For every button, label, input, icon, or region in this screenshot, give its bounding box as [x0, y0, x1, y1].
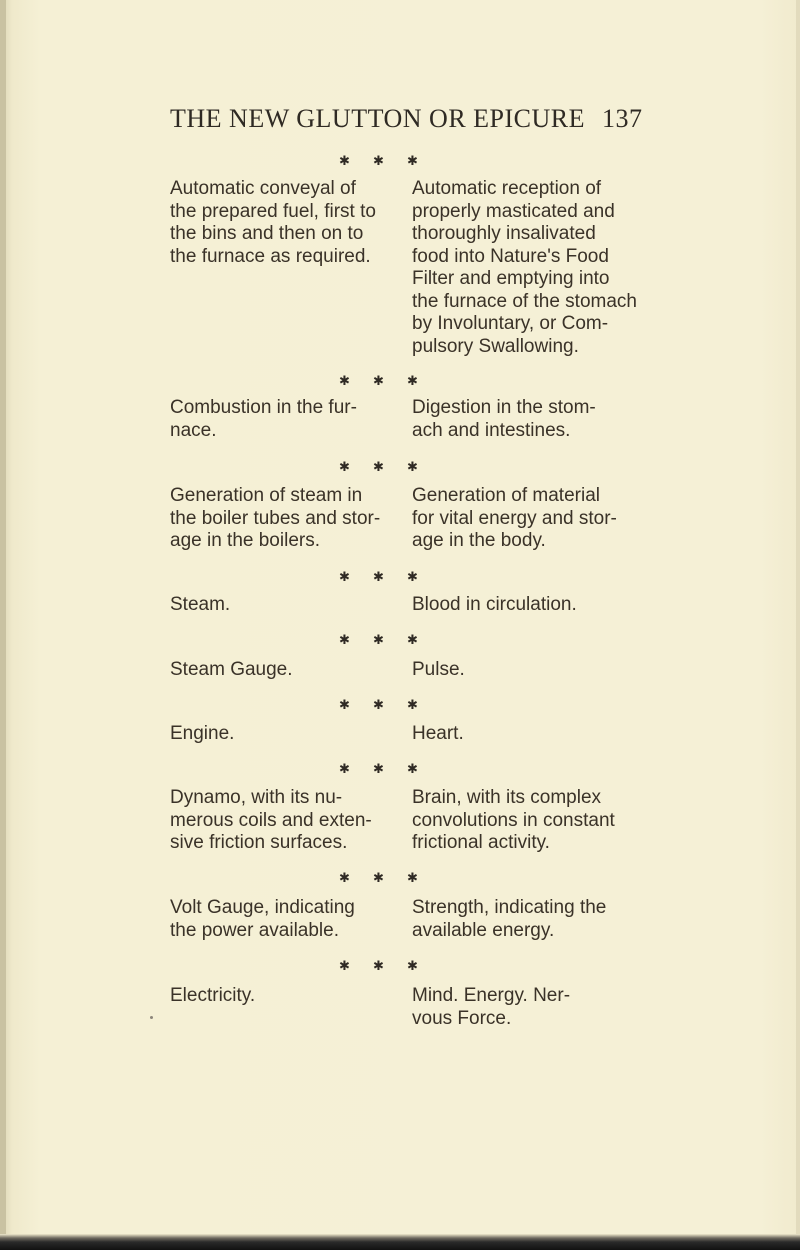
text-line: Volt Gauge, indicating — [170, 897, 355, 918]
text-line: Engine. — [170, 723, 235, 744]
text-line: convolutions in constant — [412, 809, 615, 831]
star-icon: ✱ — [373, 374, 384, 389]
star-icon: ✱ — [339, 959, 350, 974]
separator-stars — [0, 375, 800, 389]
text-line: thoroughly insalivated — [412, 223, 596, 244]
text-line: Brain, with its complex — [412, 787, 602, 808]
text-line: Strength, indicating the — [412, 897, 607, 918]
text-line: vous Force. — [412, 1007, 512, 1029]
separator-stars — [0, 960, 800, 974]
text-line: Automatic conveyal of — [170, 178, 356, 199]
text-line: frictional activity. — [412, 832, 550, 853]
text-line: the boiler tubes and stor- — [170, 507, 381, 529]
right-entry-pulse — [412, 659, 648, 682]
separator-stars — [0, 763, 800, 777]
left-entry-steam-generation — [170, 485, 392, 553]
star-icon: ✱ — [373, 570, 384, 585]
text-line: by Involuntary, or Com- — [412, 313, 609, 334]
separator-stars — [0, 155, 800, 169]
text-line: Steam. — [170, 594, 231, 615]
text-line: food into Nature's Food — [412, 245, 609, 267]
star-icon: ✱ — [373, 698, 384, 713]
text-line: age in the boilers. — [170, 530, 320, 551]
right-entry-strength — [412, 897, 648, 942]
star-icon: ✱ — [339, 460, 350, 475]
star-icon: ✱ — [407, 154, 418, 169]
header-title: THE NEW GLUTTON OR EPICURE — [170, 104, 586, 133]
right-entry-heart — [412, 723, 648, 746]
left-entry-steam-gauge — [170, 659, 392, 682]
running-header — [170, 104, 650, 134]
star-icon: ✱ — [339, 633, 350, 648]
star-icon: ✱ — [339, 154, 350, 169]
text-line: Steam Gauge. — [170, 659, 293, 680]
right-entry-blood — [412, 594, 648, 617]
star-icon: ✱ — [407, 762, 418, 777]
text-line: Pulse. — [412, 659, 465, 680]
star-icon: ✱ — [373, 460, 384, 475]
page-bottom-shadow — [0, 1234, 800, 1250]
right-entry-mind — [412, 985, 648, 1030]
text-line: properly masticated and — [412, 200, 615, 222]
text-line: the furnace of the stomach — [412, 290, 637, 312]
text-line: for vital energy and stor- — [412, 507, 617, 529]
left-entry-electricity — [170, 985, 392, 1008]
right-entry-food-reception — [412, 178, 648, 358]
star-icon: ✱ — [407, 570, 418, 585]
text-line: Generation of steam in — [170, 485, 363, 506]
star-icon: ✱ — [339, 374, 350, 389]
separator-stars — [0, 699, 800, 713]
star-icon: ✱ — [339, 871, 350, 886]
star-icon: ✱ — [373, 154, 384, 169]
text-line: Blood in circulation. — [412, 594, 577, 615]
text-line: Combustion in the fur- — [170, 397, 357, 418]
star-icon: ✱ — [373, 871, 384, 886]
page-right-edge — [796, 0, 800, 1250]
page-binding-edge — [0, 0, 6, 1250]
text-line: ach and intestines. — [412, 419, 571, 441]
left-entry-engine — [170, 723, 392, 746]
separator-stars — [0, 461, 800, 475]
star-icon: ✱ — [407, 460, 418, 475]
page-speck — [150, 1016, 153, 1019]
star-icon: ✱ — [339, 570, 350, 585]
text-line: Digestion in the stom- — [412, 397, 596, 418]
star-icon: ✱ — [373, 959, 384, 974]
right-entry-digestion — [412, 397, 648, 442]
star-icon: ✱ — [407, 698, 418, 713]
text-line: Automatic reception of — [412, 178, 602, 199]
separator-stars — [0, 872, 800, 886]
separator-stars — [0, 634, 800, 648]
star-icon: ✱ — [407, 633, 418, 648]
right-entry-material-generation — [412, 485, 648, 553]
text-line: pulsory Swallowing. — [412, 335, 579, 357]
left-entry-combustion — [170, 397, 392, 442]
text-line: Heart. — [412, 723, 464, 744]
text-line: Dynamo, with its nu- — [170, 787, 343, 808]
page-number: 137 — [602, 104, 643, 133]
star-icon: ✱ — [339, 762, 350, 777]
text-line: nace. — [170, 419, 217, 441]
text-line: the furnace as required. — [170, 245, 371, 267]
text-line: available energy. — [412, 919, 555, 941]
text-line: Mind. Energy. Ner- — [412, 985, 571, 1006]
left-entry-dynamo — [170, 787, 392, 855]
text-line: sive friction surfaces. — [170, 832, 348, 853]
star-icon: ✱ — [373, 633, 384, 648]
left-entry-fuel-conveyal — [170, 178, 392, 268]
text-line: Generation of material — [412, 485, 600, 506]
right-entry-brain — [412, 787, 648, 855]
text-line: the bins and then on to — [170, 223, 364, 244]
text-line: Electricity. — [170, 985, 256, 1006]
star-icon: ✱ — [407, 871, 418, 886]
left-entry-steam — [170, 594, 392, 617]
left-entry-volt-gauge — [170, 897, 392, 942]
star-icon: ✱ — [373, 762, 384, 777]
text-line: the prepared fuel, first to — [170, 200, 376, 222]
text-line: age in the body. — [412, 530, 546, 551]
text-line: Filter and emptying into — [412, 268, 610, 289]
star-icon: ✱ — [407, 959, 418, 974]
text-line: the power available. — [170, 919, 339, 941]
text-line: merous coils and exten- — [170, 809, 372, 831]
star-icon: ✱ — [407, 374, 418, 389]
separator-stars — [0, 571, 800, 585]
star-icon: ✱ — [339, 698, 350, 713]
